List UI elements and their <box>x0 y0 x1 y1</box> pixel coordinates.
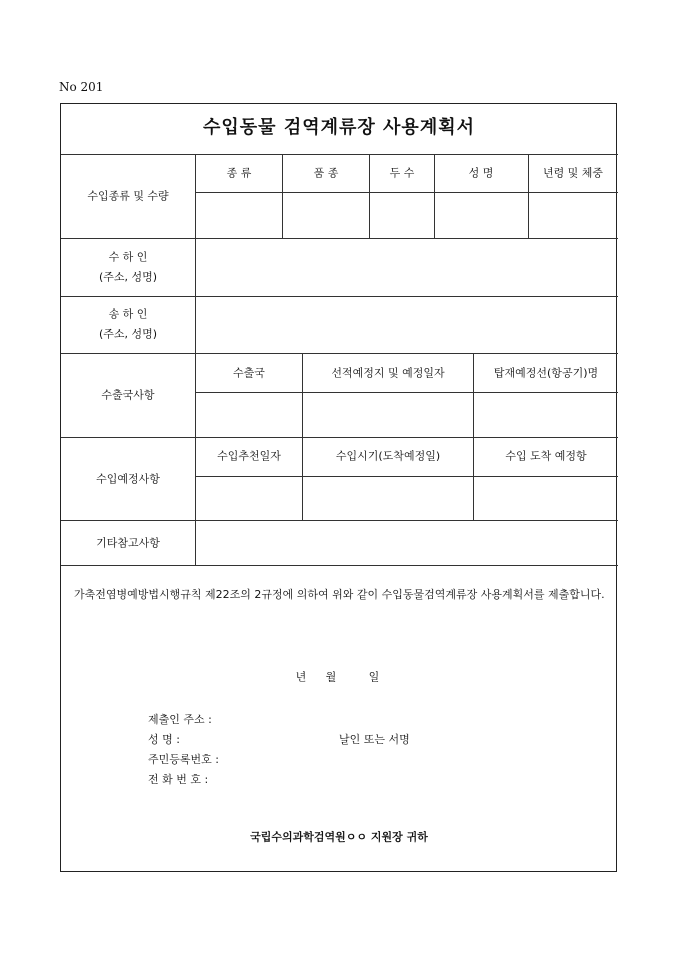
type-input-cell[interactable] <box>196 193 282 238</box>
arrival-port-input-cell[interactable] <box>474 477 618 520</box>
breed-input-cell[interactable] <box>283 193 369 238</box>
date-day: 일 <box>368 670 380 684</box>
date-year: 년 <box>295 670 307 684</box>
age-weight-input-cell[interactable] <box>529 193 618 238</box>
divider <box>61 154 618 155</box>
applicant-id-label: 주민등록번호 : <box>148 753 219 766</box>
recommend-date-input-cell[interactable] <box>196 477 302 520</box>
applicant-address-label: 제출인 주소 : <box>148 713 212 726</box>
consignee-sublabel: (주소, 성명) <box>98 270 158 284</box>
col-name-header: 성 명 <box>468 166 494 180</box>
col-type-header: 종 류 <box>226 166 252 180</box>
addressee: 국립수의과학검역원ㅇㅇ 지원장 귀하 <box>250 830 428 844</box>
col-age-weight-header: 년령 및 체중 <box>542 166 604 180</box>
import-type-label: 수입종류 및 수량 <box>87 189 169 203</box>
consignee-input-cell[interactable] <box>196 239 618 296</box>
other-notes-input-cell[interactable] <box>196 521 618 565</box>
divider <box>61 565 618 566</box>
divider <box>61 437 618 438</box>
col-export-country-header: 수출국 <box>233 366 265 380</box>
export-country-input-cell[interactable] <box>196 393 302 437</box>
head-count-input-cell[interactable] <box>370 193 434 238</box>
consignor-sublabel: (주소, 성명) <box>98 327 158 341</box>
col-shipping-header: 선적예정지 및 예정일자 <box>331 366 445 380</box>
col-arrival-port-header: 수입 도착 예정항 <box>505 449 587 463</box>
col-head-count-header: 두 수 <box>389 166 415 180</box>
application-form <box>60 103 617 872</box>
export-country-label: 수출국사항 <box>101 388 155 402</box>
vessel-input-cell[interactable] <box>474 393 618 437</box>
col-vessel-header: 탑재예정선(항공기)명 <box>493 366 599 380</box>
name-input-cell[interactable] <box>435 193 528 238</box>
consignor-label: 송 하 인 <box>108 307 148 321</box>
date-month: 월 <box>325 670 337 684</box>
consignor-input-cell[interactable] <box>196 297 618 353</box>
arrival-date-input-cell[interactable] <box>303 477 473 520</box>
col-breed-header: 품 종 <box>313 166 339 180</box>
declaration-text: 가축전염병예방법시행규칙 제22조의 2규정에 의하여 위와 같이 수입동물검역계류장 사용계획서를 제출합니다. <box>74 588 605 601</box>
applicant-name-label: 성 명 : <box>148 733 180 746</box>
applicant-phone-label: 전 화 번 호 : <box>148 773 209 786</box>
col-recommend-date-header: 수입추천일자 <box>217 449 281 463</box>
form-number: No 201 <box>59 80 104 94</box>
import-schedule-label: 수입예정사항 <box>96 472 160 486</box>
seal-or-signature: 날인 또는 서명 <box>339 733 410 746</box>
shipping-input-cell[interactable] <box>303 393 473 437</box>
consignee-label: 수 하 인 <box>108 250 148 264</box>
divider <box>61 353 618 354</box>
other-notes-label: 기타참고사항 <box>96 536 160 550</box>
form-title: 수입동물 검역계류장 사용계획서 <box>203 117 475 138</box>
col-arrival-date-header: 수입시기(도착예정일) <box>335 449 441 463</box>
